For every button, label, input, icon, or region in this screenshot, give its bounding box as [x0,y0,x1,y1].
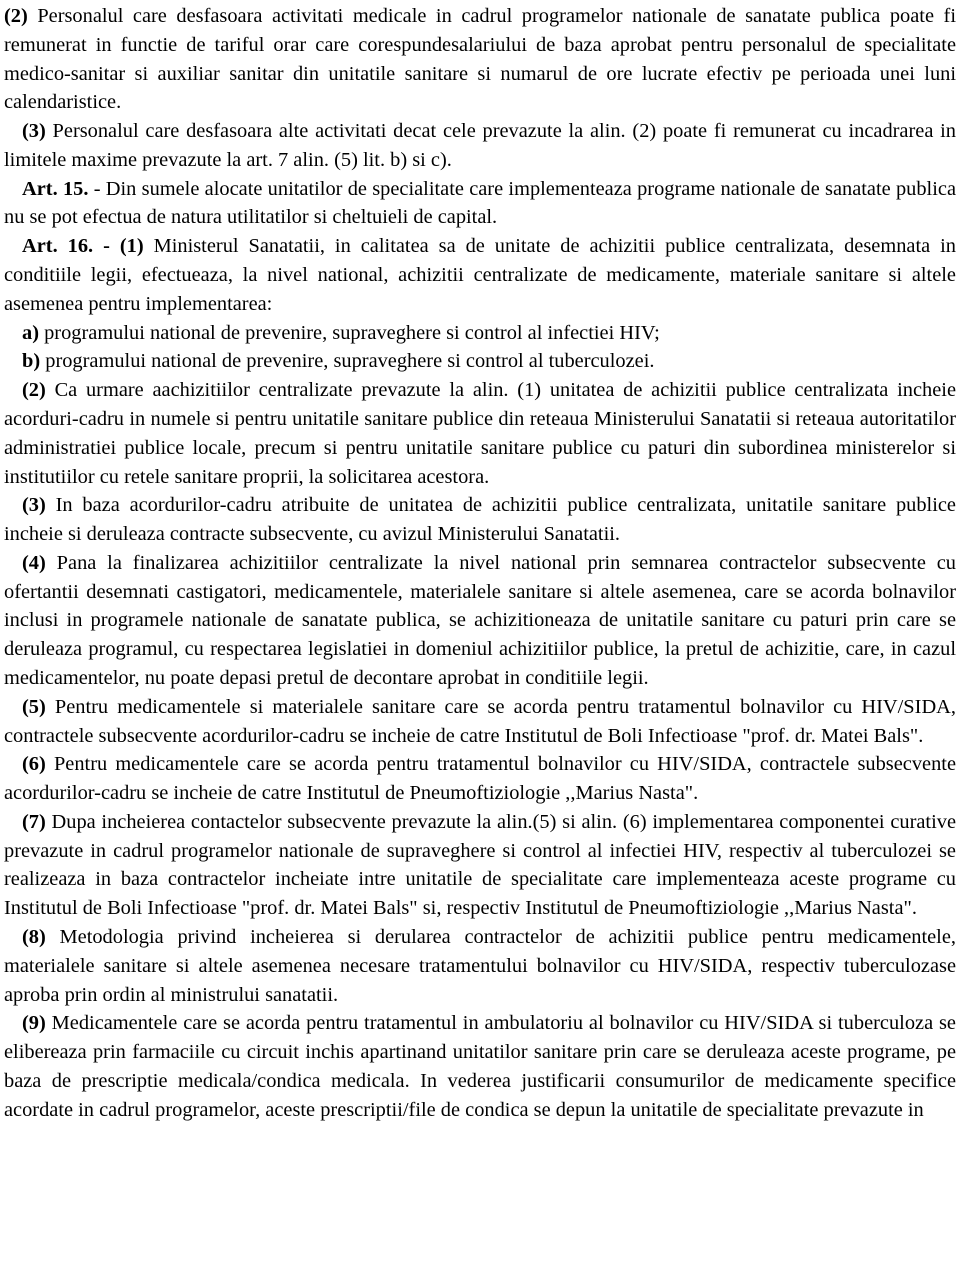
paragraph-art16-alin5 [4,693,956,751]
document-page [4,2,956,1124]
paragraph-marker: (9) [22,1012,46,1035]
paragraph-art14-alin3 [4,117,956,175]
paragraph-marker: (4) [22,551,46,574]
paragraph-text: Pana la finalizarea achizitiilor centralizate la nivel national prin semnarea contractelor subsecvente cu ofertantii desemnati castigatori, medicamentele, materialele sanitare si altele asemenea, care se acorda bolnavilor inclusi in programele nationale de sanatate publica, se achizitioneaza de unitatile sanitare cu paturi prin care se deruleaza programul, cu respectarea legislatiei in domeniul achizitiilor publice, la pretul de achizitie, care, in cazul medicamentelor, nu poate depasi pretul de decontare aprobat in conditiile legii. [4,551,956,689]
paragraph-marker: (2) [4,5,28,27]
paragraph-art16-alin9 [4,1009,956,1124]
paragraph-marker: (3) [22,120,46,143]
paragraph-text: Personalul care desfasoara alte activitati decat cele prevazute la alin. (2) poate fi remunerat cu incadrarea in limitele maxime prevazute la art. 7 alin. (5) lit. b) si c). [4,120,956,171]
paragraph-text: Metodologia privind incheierea si derularea contractelor de achizitii publice pentru medicamentele, materialele sanitare si altele asemenea necesare tratamentului bolnavilor cu HIV/SIDA, respectiv tuberculozase aproba prin ordin al ministrului sanatatii. [4,926,956,1006]
paragraph-text: Pentru medicamentele care se acorda pentru tratamentul bolnavilor cu HIV/SIDA, contractele subsecvente acordurilor-cadru se incheie de catre Institutul de Pneumoftiziologie ,,Marius Nasta". [4,753,956,805]
article-heading: Art. 15. [22,177,89,200]
paragraph-art16-alin1 [4,232,956,318]
paragraph-text: Dupa incheierea contactelor subsecvente prevazute la alin.(5) si alin. (6) implementarea componentei curative prevazute in cadrul programelor nationale de supraveghere si control al infectiei HIV, respectiv al tuberculozei se realizeaza in baza contractelor incheiate intre unitatile de specialitate care implementeaza aceste programe cu Institutul de Boli Infectioase "prof. dr. Matei Bals" si, respectiv Institutul de Pneumoftiziologie ,,Marius Nasta". [4,810,956,920]
paragraph-art16-alin6 [4,750,956,808]
paragraph-marker: (5) [22,695,46,718]
paragraph-art16-alin7 [4,808,956,923]
paragraph-text: - Din sumele alocate unitatilor de specialitate care implementeaza programe nationale de sanatate publica nu se pot efectua de natura utilitatilor si cheltuieli de capital. [4,177,956,229]
paragraph-text: Ca urmare aachizitiilor centralizate prevazute la alin. (1) unitatea de achizitii publice centralizata incheie acorduri-cadru in numele si pentru unitatile sanitare publice din reteaua Ministerului Sanatatii si reteaua autoritatilor administratiei publice locale, precum si pentru unitatile sanitare publice cu paturi din subordinea ministerelor si institutiilor cu retele sanitare proprii, la solicitarea acestora. [4,379,956,488]
paragraph-marker: (2) [22,379,46,402]
paragraph-text: In baza acordurilor-cadru atribuite de unitatea de achizitii publice centralizata, unitatile sanitare publice incheie si deruleaza contracte subsecvente, cu avizul Ministerului Sanatatii. [4,494,956,546]
paragraph-text: Ministerul Sanatatii, in calitatea sa de unitate de achizitii publice centralizata, desemnata in conditiile legii, efectueaza, la nivel national, achizitii centralizate de medicamente, materiale sanitare si altele asemenea pentru implementarea: [4,235,956,315]
paragraph-marker: (3) [22,494,46,517]
list-item-text: programului national de prevenire, supraveghere si control al tuberculozei. [45,350,655,373]
paragraph-text: Pentru medicamentele si materialele sanitare care se acorda pentru tratamentul bolnavilor cu HIV/SIDA, contractele subsecvente acordurilor-cadru se incheie de catre Institutul de Boli Infectioase "prof. dr. Matei Bals". [4,695,956,747]
paragraph-art14-alin2 [4,2,956,117]
paragraph-text: Personalul care desfasoara activitati medicale in cadrul programelor nationale de sanatate publica poate fi remunerat in functie de tariful orar care corespundesalariului de baza aprobat pentru personalul de specialitate medico-sanitar si auxiliar sanitar din unitatile sanitare si numarul de ore lucrate efectiv pe perioada unei luni calendaristice. [4,5,956,114]
list-item-b [4,347,956,376]
paragraph-art16-alin8 [4,923,956,1009]
paragraph-text: Medicamentele care se acorda pentru tratamentul in ambulatoriu al bolnavilor cu HIV/SIDA si tuberculoza se elibereaza prin farmaciile cu circuit inchis apartinand unitatilor sanitare prin care se deruleaza aceste programe, pe baza de prescriptie medicala/condica medicala. In vederea justificarii consumurilor de medicamente specifice acordate in cadrul programelor, aceste prescriptii/file de condica se depun la unitatile de specialitate prevazute in [4,1012,956,1121]
list-item-a [4,319,956,348]
paragraph-art16-alin2 [4,376,956,491]
paragraph-marker: (7) [22,810,46,833]
paragraph-marker: (6) [22,753,46,776]
paragraph-art15 [4,175,956,233]
article-heading: Art. 16. - (1) [22,235,144,258]
list-item-text: programului national de prevenire, supraveghere si control al infectiei HIV; [44,321,660,344]
paragraph-art16-alin3 [4,491,956,549]
list-marker: b) [22,350,41,373]
paragraph-art16-alin4 [4,549,956,693]
paragraph-marker: (8) [22,926,46,948]
list-marker: a) [22,321,39,344]
